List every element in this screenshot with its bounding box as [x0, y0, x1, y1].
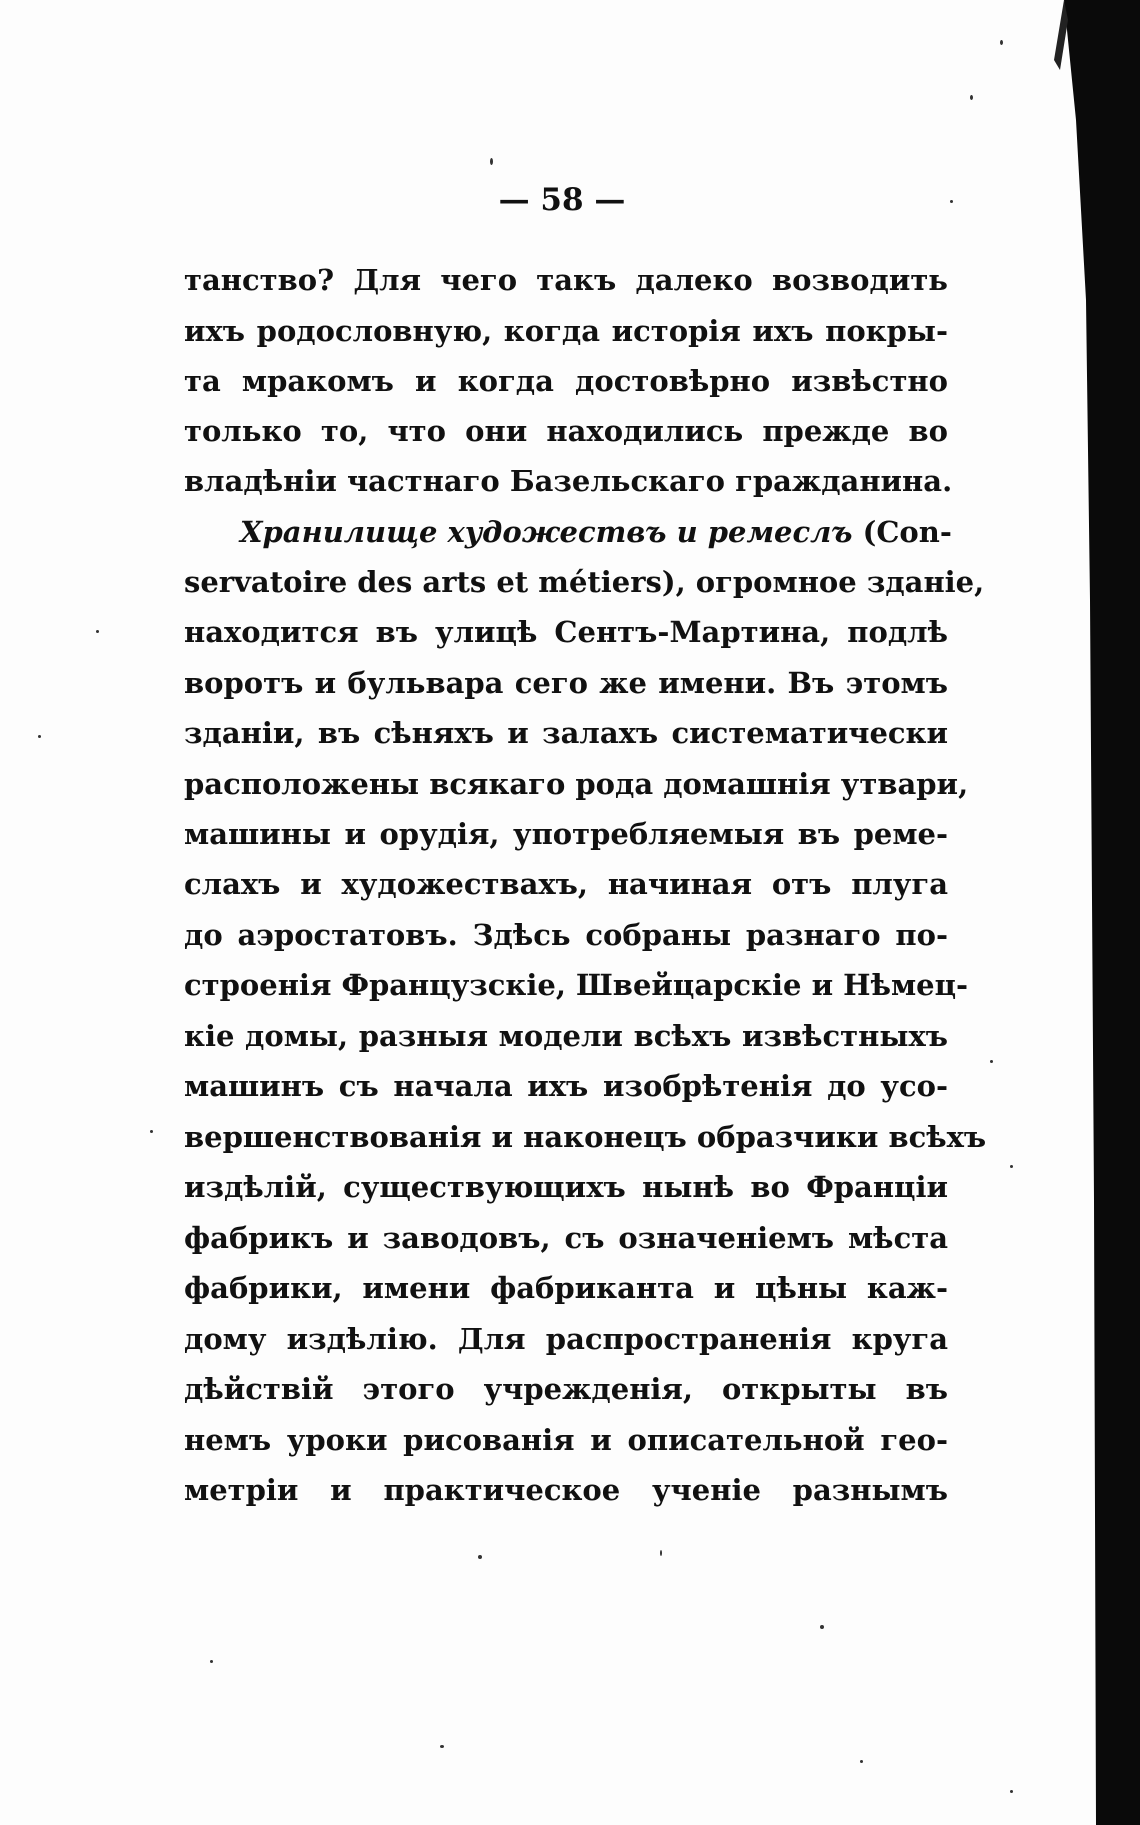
scan-speck	[38, 735, 41, 738]
scan-speck	[990, 1060, 993, 1063]
scan-speck	[820, 1625, 824, 1629]
text-line: владѣніи частнаго Базельскаго гражданина.	[184, 464, 953, 498]
text-line: находится въ улицѣ Сентъ-Мартина, подлѣ	[184, 615, 948, 649]
text-line: строенія Французскіе, Швейцарскіе и Нѣмец-	[184, 968, 969, 1002]
text-line: метріи и практическое ученіе разнымъ	[184, 1473, 948, 1507]
scan-speck	[478, 1555, 482, 1559]
italic-heading: Хранилище художествъ и ремеслъ	[240, 515, 853, 549]
text-line: слахъ и художествахъ, начиная отъ плуга	[184, 867, 948, 901]
text-line: фабрикъ и заводовъ, съ означеніемъ мѣста	[184, 1221, 948, 1255]
scan-speck	[96, 630, 99, 633]
scan-speck	[440, 1745, 444, 1748]
scan-speck	[150, 1130, 153, 1133]
scan-edge-shadow	[1046, 0, 1106, 1825]
text-line: кіе домы, разныя модели всѣхъ извѣстныхъ	[184, 1019, 948, 1053]
text-line: зданіи, въ сѣняхъ и залахъ систематически	[184, 716, 948, 750]
scan-speck	[860, 1760, 863, 1763]
scan-edge-dark	[1098, 0, 1140, 1825]
text-line: фабрики, имени фабриканта и цѣны каж-	[184, 1271, 948, 1305]
text-line: до аэростатовъ. Здѣсь собраны разнаго по-	[184, 918, 948, 952]
text-line: вершенствованія и наконецъ образчики всѣхъ	[184, 1120, 987, 1154]
text-line: дѣйствій этого учрежденія, открыты въ	[184, 1372, 948, 1406]
text-line: издѣлій, существующихъ нынѣ во Франціи	[184, 1170, 948, 1204]
text-fragment: (Con-	[862, 515, 952, 549]
scan-speck	[1010, 1165, 1013, 1168]
text-line: воротъ и бульвара сего же имени. Въ этомъ	[184, 666, 948, 700]
text-line: дому издѣлію. Для распространенія круга	[184, 1322, 948, 1356]
scan-speck	[660, 1550, 662, 1556]
text-line: только то, что они находились прежде во	[184, 414, 948, 448]
scan-speck	[490, 158, 493, 165]
scan-speck	[950, 200, 953, 203]
scan-speck	[1010, 1790, 1013, 1793]
text-line: та мракомъ и когда достовѣрно извѣстно	[184, 364, 948, 398]
text-line: ихъ родословную, когда исторія ихъ покры-	[184, 314, 948, 348]
scan-speck	[1000, 40, 1003, 45]
page-number-text: — 58 —	[498, 182, 626, 218]
scan-speck	[210, 1660, 213, 1663]
page-number	[495, 182, 629, 222]
text-line: машинъ съ начала ихъ изобрѣтенія до усо-	[184, 1069, 948, 1103]
paragraph-start-line	[240, 512, 952, 552]
text-line: servatoire des arts et métiers), огромное зданіе,	[184, 565, 985, 599]
text-line: танство? Для чего такъ далеко возводить	[184, 263, 948, 297]
text-line: немъ уроки рисованія и описательной гео-	[184, 1423, 948, 1457]
text-line: машины и орудія, употребляемыя въ реме-	[184, 817, 948, 851]
text-line: расположены всякаго рода домашнія утвари,	[184, 767, 969, 801]
scan-speck	[970, 95, 973, 100]
